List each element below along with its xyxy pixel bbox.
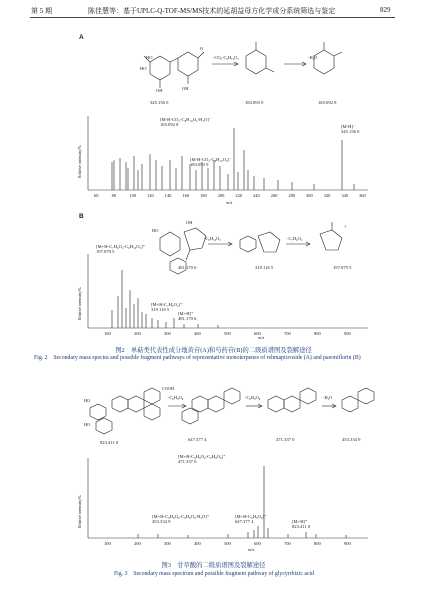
spectrum-b-peak-197-label: [M+H-C₇H₆O₂-C₆H₁₀O₅]⁺ 197.079 5 <box>96 244 146 254</box>
scheme-b-loss-2: -C₇H₆O₂ <box>287 236 303 241</box>
x-tick-label: 900 <box>344 541 351 546</box>
spectrum-3-peak-823-label: [M+H]⁺ 823.411 0 <box>292 519 311 529</box>
svg-text:Relative intensity/%: Relative intensity/% <box>77 145 82 178</box>
svg-text:+: + <box>344 225 347 230</box>
page-number: 829 <box>380 6 391 14</box>
spectrum-b-peak-481-label: [M+H]⁺ 481.170 6 <box>178 311 197 321</box>
scheme-a-mass-3: 165.092 8 <box>318 100 337 105</box>
svg-text:HO: HO <box>146 55 153 60</box>
x-tick-label: 240 <box>253 193 260 198</box>
x-tick-label: 80 <box>111 193 117 198</box>
scheme-3-loss-2: -C₆H₈O₆ <box>245 395 261 400</box>
x-tick-label: 300 <box>164 331 171 336</box>
spectrum-3 <box>78 448 378 554</box>
figure-3-caption-cn: 图3 甘草酸的二级质谱图及裂解途径 <box>161 562 266 569</box>
x-tick-label: 360 <box>359 193 366 198</box>
x-tick-label: 180 <box>200 193 207 198</box>
scheme-a-loss-2: -H₂O <box>308 55 318 60</box>
issue-number: 第 5 期 <box>31 7 52 15</box>
svg-text:Relative intensity/%: Relative intensity/% <box>77 287 82 320</box>
scheme-b-mass-3: 197.079 5 <box>333 265 352 270</box>
x-tick-label: 60 <box>94 193 99 198</box>
x-tick-label: 120 <box>147 193 154 198</box>
x-tick-label: 220 <box>235 193 243 198</box>
scheme-3-mass-2: 647.377 4 <box>188 437 207 442</box>
x-tick-label: 300 <box>306 193 313 198</box>
figure-3-caption-en: Fig. 3 Secondary mass spectrum and possible fragment pathway of glycyrrhizic acid <box>113 571 315 577</box>
svg-text:OH: OH <box>182 86 189 91</box>
svg-text:m/z: m/z <box>226 200 233 205</box>
x-tick-label: 140 <box>164 193 172 198</box>
x-tick-label: 700 <box>284 541 291 546</box>
panel-label-b: B <box>79 213 84 220</box>
svg-text:COOH: COOH <box>162 386 175 391</box>
svg-text:Relative intensity/%: Relative intensity/% <box>77 495 82 528</box>
scheme-a-loss-1: -CO₂-C₆H₁₀O₅ <box>213 55 239 60</box>
spectrum-3-peak-453-label: [M+H-C₆H₈O₆-C₆H₈O₆-H₂O]⁺ 453.334 9 <box>152 514 210 524</box>
x-tick-label: 280 <box>288 193 296 198</box>
scheme-3-mass-1: 823.411 0 <box>100 440 119 445</box>
svg-text:HO: HO <box>140 66 147 71</box>
svg-text:HO: HO <box>84 398 91 403</box>
svg-text:OH: OH <box>156 88 163 93</box>
spectrum-b-peak-319-label: [M+H-C₇H₆O₂]⁺ 319.116 5 <box>151 302 183 312</box>
x-tick-label: 200 <box>217 193 225 198</box>
header-rule <box>30 17 395 18</box>
x-tick-label: 700 <box>284 331 291 336</box>
scheme-3-mass-4: 453.334 9 <box>342 437 361 442</box>
x-tick-label: 160 <box>182 193 190 198</box>
svg-text:HO: HO <box>84 422 91 427</box>
svg-text:O: O <box>200 46 204 51</box>
x-tick-label: 800 <box>314 331 321 336</box>
svg-text:m/z: m/z <box>248 547 255 552</box>
scheme-3-loss-3: -H₂O <box>323 395 333 400</box>
spectrum-3-peak-647-label: [M+H-C₆H₈O₆]⁺ 647.377 4 <box>235 514 267 524</box>
x-tick-label: 200 <box>134 331 141 336</box>
x-tick-label: 500 <box>224 541 231 546</box>
x-tick-label: 320 <box>323 193 331 198</box>
x-tick-label: 100 <box>104 331 111 336</box>
x-tick-label: 400 <box>194 541 201 546</box>
svg-text:OH: OH <box>186 220 193 225</box>
x-tick-label: 900 <box>344 331 351 336</box>
spectrum-b <box>78 240 378 340</box>
x-tick-label: 100 <box>129 193 137 198</box>
panel-label-a: A <box>79 34 84 41</box>
spectrum-a-peak-183-label: [M-H-CO₂-C₆H₁₀O₅]⁻ 183.093 9 <box>190 157 232 167</box>
svg-text:HO: HO <box>152 228 159 233</box>
scheme-b-mass-2: 319.116 5 <box>255 265 274 270</box>
spectrum-3-peak-471-label: [M+H-C₆H₈O₆-C₆H₈O₆]⁺ 471.337 0 <box>178 454 226 464</box>
scheme-b-loss-1: -C₆H₁₀O₅ <box>204 236 221 241</box>
spectrum-a-peak-165-label: [M-H-CO₂-C₆H₁₀O₅-H₂O]⁻ 165.092 8 <box>160 117 212 127</box>
x-tick-label: 200 <box>134 541 141 546</box>
figure-2-caption-cn: 图2 单萜类代表性成分地黄苷(A)和芍药苷(B)的二级质谱图及裂解途径 <box>115 347 312 354</box>
glycyrrhizic-acid-scheme <box>82 382 382 440</box>
x-tick-label: 340 <box>341 193 349 198</box>
x-tick-label: 100 <box>104 541 111 546</box>
x-tick-label: 600 <box>254 541 261 546</box>
spectrum-a-peak-345-label: [M-H]⁻ 345.156 0 <box>341 124 360 134</box>
x-tick-label: 260 <box>270 193 278 198</box>
scheme-3-mass-3: 471.337 0 <box>276 437 295 442</box>
scheme-3-loss-1: -C₆H₈O₆ <box>168 395 184 400</box>
x-tick-label: 800 <box>314 541 321 546</box>
x-tick-label: 500 <box>224 331 231 336</box>
running-title: 陈佳慧等：基于UPLC-Q-TOF-MS/MS技术的延胡益母方化学成分系统筛选与鉴定 <box>88 7 336 15</box>
scheme-a-mass-2: 183.093 9 <box>245 100 264 105</box>
rehmapicroside-scheme <box>138 34 378 99</box>
x-tick-label: 400 <box>194 331 201 336</box>
figure-2-caption-en: Fig. 2 Secondary mass spectra and possible fragment pathways of representative monoterpenes of rehmapicroside (A) and paeoniflorin (B) <box>34 355 361 361</box>
scheme-a-mass-1: 345.156 0 <box>150 100 169 105</box>
scheme-b-mass-1: 481.170 6 <box>178 265 197 270</box>
svg-text:m/z: m/z <box>258 335 265 340</box>
x-tick-label: 600 <box>254 331 261 336</box>
x-tick-label: 300 <box>164 541 171 546</box>
